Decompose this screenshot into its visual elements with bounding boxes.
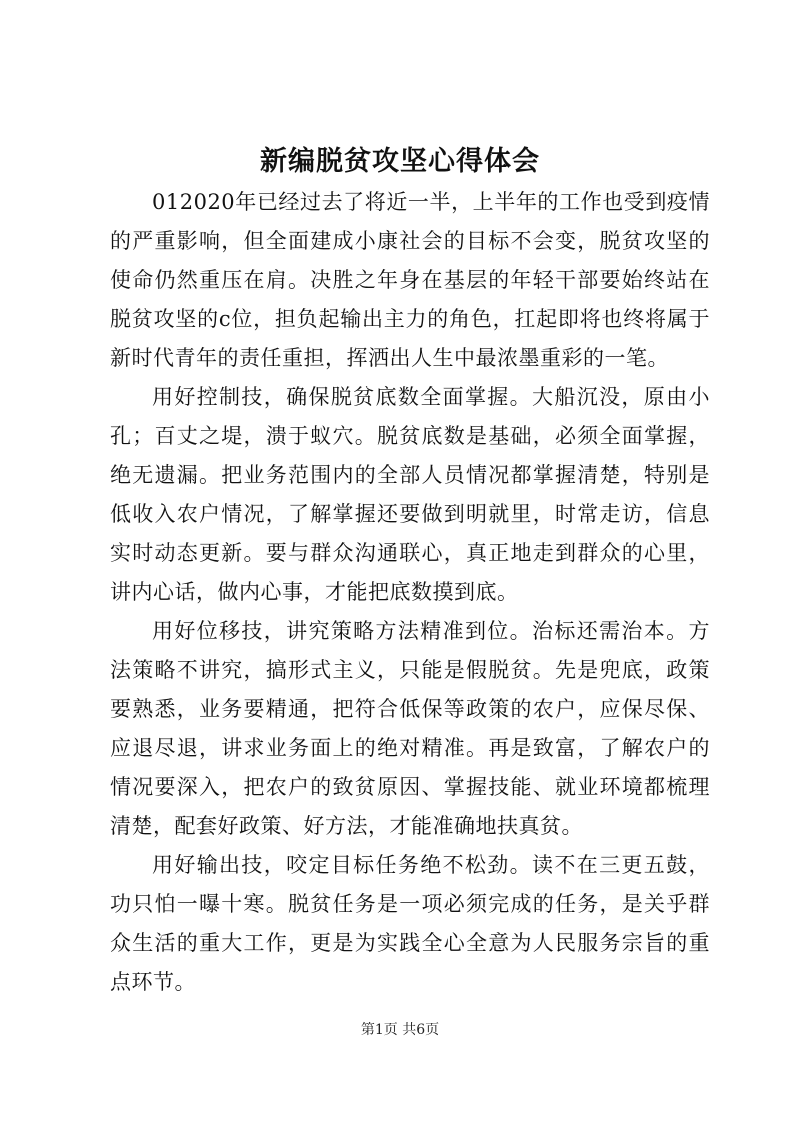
paragraph-2: 用好控制技，确保脱贫底数全面掌握。大船沉没，原由小孔；百丈之堤，溃于蚁穴。脱贫底数是基础，必须全面掌握，绝无遗漏。把业务范围内的全部人员情况都掌握清楚，特别是低收入农户情况，了解掌握还要做到明就里，时常走访，信息实时动态更新。要与群众沟通联心，真正地走到群众的心里，讲内心话，做内心事，才能把底数摸到底。 (110, 385, 710, 604)
page-number-footer: 第1页 共6页 (360, 1022, 440, 1038)
paragraph-1: 012020年已经过去了将近一半，上半年的工作也受到疫情的严重影响，但全面建成小康社会的目标不会变，脱贫攻坚的使命仍然重压在肩。决胜之年身在基层的年轻干部要始终站在脱贫攻坚的c位，担负起输出主力的角色，扛起即将也终将属于新时代青年的责任重担，挥洒出人生中最浓墨重彩的一笔。 (110, 190, 710, 370)
paragraph-3: 用好位移技，讲究策略方法精准到位。治标还需治本。方法策略不讲究，搞形式主义，只能是假脱贫。先是兜底，政策要熟悉，业务要精通，把符合低保等政策的农户，应保尽保、应退尽退，讲求业务面上的绝对精准。再是致富，了解农户的情况要深入，把农户的致贫原因、掌握技能、就业环境都梳理清楚，配套好政策、好方法，才能准确地扶真贫。 (110, 619, 710, 838)
document-body (110, 183, 710, 1002)
document-title: 新编脱贫攻坚心得体会 (260, 146, 540, 177)
paragraph-4: 用好输出技，咬定目标任务绝不松劲。读不在三更五鼓，功只怕一曝十寒。脱贫任务是一项必须完成的任务，是关乎群众生活的重大工作，更是为实践全心全意为人民服务宗旨的重点环节。 (110, 853, 710, 994)
